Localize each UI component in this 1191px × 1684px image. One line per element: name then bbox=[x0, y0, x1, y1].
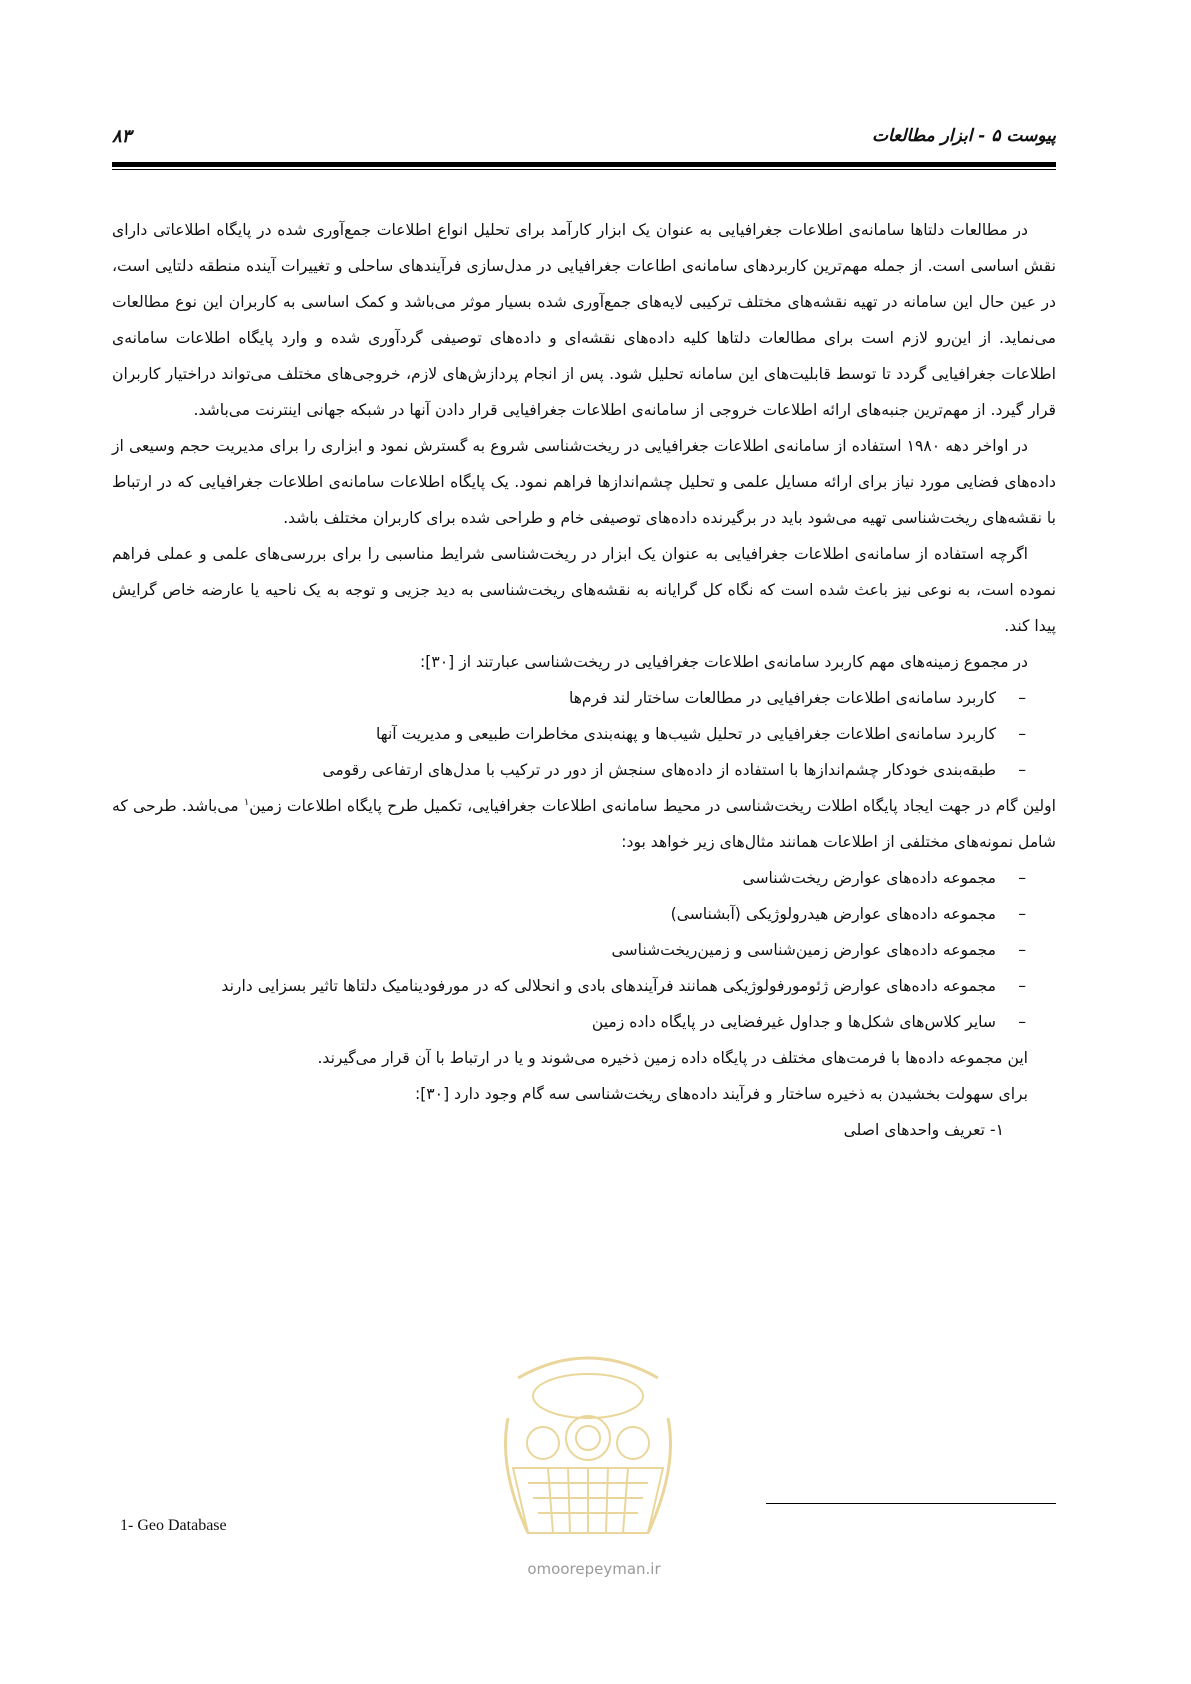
list-item bbox=[112, 1004, 1056, 1040]
paragraph-7: برای سهولت بخشیدن به ذخیره ساختار و فرآیند داده‌های ریخت‌شناسی سه گام وجود دارد [۳۰]: bbox=[414, 1085, 1028, 1103]
paragraph-5 bbox=[112, 788, 1056, 860]
page-number: ۸۳ bbox=[112, 126, 132, 147]
list-item-text: مجموعه داده‌های عوارض ریخت‌شناسی bbox=[742, 869, 996, 887]
paragraph-4: در مجموع زمینه‌های مهم کاربرد سامانه‌ی اطلاعات جغرافیایی در ریخت‌شناسی عبارتند از [۳۰]: bbox=[420, 653, 1028, 671]
list-item-text: مجموعه داده‌های عوارض ژئومورفولوژیکی همانند فرآیندهای بادی و انحلالی که در مورفودینامیک دلتاها تاثیر بسزایی دارند bbox=[221, 977, 996, 995]
list-item-text: مجموعه داده‌های عوارض هیدرولوژیکی (آبشناسی) bbox=[670, 905, 996, 923]
paragraph-1: در مطالعات دلتاها سامانه‌ی اطلاعات جغرافیایی به عنوان یک ابزار کارآمد برای تحلیل انواع اطلاعات جمع‌آوری شده در پایگاه اطلاعاتی دارای نقش اساسی است. از جمله مهم‌ترین کاربردهای سامانه‌ی اطاعات جغرافیایی در مدل‌سازی فرآیندهای ساحلی و تغییرات آینده منطقه دلتایی است، در عین حال این سامانه در تهیه نقشه‌های مختلف ترکیبی لایه‌های جمع‌آوری شده بسیار موثر می‌باشد و کمک اساسی به کاربران این نوع مطالعات می‌نماید. از این‌رو لازم است برای مطالعات دلتاها کلیه داده‌های نقشه‌ای و داده‌های توصیفی گردآوری شده و وارد پایگاه اطلاعات سامانه‌ی اطلاعات جغرافیایی گردد تا توسط قابلیت‌های این سامانه تحلیل شود. پس از انجام پردازش‌های لازم، خروجی‌های مختلف می‌تواند دراختیار کاربران قرار گیرد. از مهم‌ترین جنبه‌های ارائه اطلاعات خروجی از سامانه‌ی اطلاعات جغرافیایی قرار دادن آنها در شبکه جهانی اینترنت می‌باشد. bbox=[112, 221, 1056, 419]
paragraph-2: در اواخر دهه ۱۹۸۰ استفاده از سامانه‌ی اطلاعات جغرافیایی در ریخت‌شناسی شروع به گسترش نمود و ابزاری را برای مدیریت حجم وسیعی از داده‌های فضایی مورد نیاز برای ارائه مسایل علمی و تحلیل چشم‌اندازها فراهم نمود. یک پایگاه اطلاعات سامانه‌ی اطلاعات جغرافیایی که در ارتباط با نقشه‌های ریخت‌شناسی تهیه می‌شود باید در برگیرنده داده‌های توصیفی خام و طراحی شده برای کاربران مختلف باشد. bbox=[112, 437, 1056, 527]
list-item bbox=[112, 752, 1056, 788]
running-title: پیوست ۵ - ابزار مطالعات bbox=[871, 126, 1056, 146]
list-item-text: کاربرد سامانه‌ی اطلاعات جغرافیایی در تحلیل شیب‌ها و پهنه‌بندی مخاطرات طبیعی و مدیریت آنها bbox=[376, 725, 996, 743]
list-dash: – bbox=[1018, 761, 1026, 779]
list-item-text: طبقه‌بندی خودکار چشم‌اندازها با استفاده از داده‌های سنجش از دور در ترکیب با مدل‌های ارتفاعی رقومی bbox=[322, 761, 996, 779]
list-dash: – bbox=[1018, 905, 1026, 923]
header-rule-thin bbox=[112, 169, 1056, 170]
footnote-reference[interactable]: ۱ bbox=[243, 796, 250, 808]
page-header bbox=[112, 126, 1056, 158]
list-dash: – bbox=[1018, 941, 1026, 959]
list-dash: – bbox=[1018, 977, 1026, 995]
paragraph-6: این مجموعه داده‌ها با فرمت‌های مختلف در پایگاه داده زمین ذخیره می‌شوند و یا در ارتباط با آن قرار می‌گیرند. bbox=[317, 1049, 1028, 1067]
list-dash: – bbox=[1018, 1013, 1026, 1031]
list-item-text: سایر کلاس‌های شکل‌ها و جداول غیرفضایی در پایگاه داده زمین bbox=[591, 1013, 996, 1031]
datasets-list bbox=[112, 860, 1056, 1040]
paragraph-5-text: اولین گام در جهت ایجاد پایگاه اطلات ریخت‌شناسی در محیط سامانه‌ی اطلاعات جغرافیایی، تکمیل طرح پایگاه اطلاعات زمین bbox=[249, 797, 1056, 815]
list-dash: – bbox=[1018, 689, 1026, 707]
paragraph-3: اگرچه استفاده از سامانه‌ی اطلاعات جغرافیایی به عنوان یک ابزار در ریخت‌شناسی شرایط مناسبی را برای بررسی‌های علمی و عملی فراهم نموده است، به نوعی نیز باعث شده است که نگاه کل گرایانه به نقشه‌های ریخت‌شناسی به دید جزیی و توجه به یک ناحیه یا عارضه خاص گرایش پیدا کند. bbox=[112, 545, 1056, 635]
header-rule-thick bbox=[112, 162, 1056, 167]
body-text bbox=[112, 212, 1056, 1148]
list-item bbox=[112, 932, 1056, 968]
list-dash: – bbox=[1018, 725, 1026, 743]
list-item bbox=[112, 896, 1056, 932]
list-item-text: مجموعه داده‌های عوارض زمین‌شناسی و زمین‌ریخت‌شناسی bbox=[611, 941, 996, 959]
list-item bbox=[112, 716, 1056, 752]
applications-list bbox=[112, 680, 1056, 788]
list-item bbox=[112, 860, 1056, 896]
list-dash: – bbox=[1018, 869, 1026, 887]
footnote-rule bbox=[766, 1503, 1056, 1504]
paragraph-5-text-end: می‌باشد. طرحی که شامل نمونه‌های مختلفی از اطلاعات همانند مثال‌های زیر خواهد بود: bbox=[112, 797, 1056, 851]
list-item-text: کاربرد سامانه‌ی اطلاعات جغرافیایی در مطالعات ساختار لند فرم‌ها bbox=[568, 689, 996, 707]
list-item bbox=[112, 680, 1056, 716]
list-item bbox=[112, 968, 1056, 1004]
step-1: ۱- تعریف واحدهای اصلی bbox=[843, 1121, 1004, 1139]
watermark-site: omoorepeyman.ir bbox=[527, 1560, 661, 1578]
footnote: 1- Geo Database bbox=[120, 1517, 227, 1534]
watermark-seal-icon bbox=[488, 1338, 688, 1548]
